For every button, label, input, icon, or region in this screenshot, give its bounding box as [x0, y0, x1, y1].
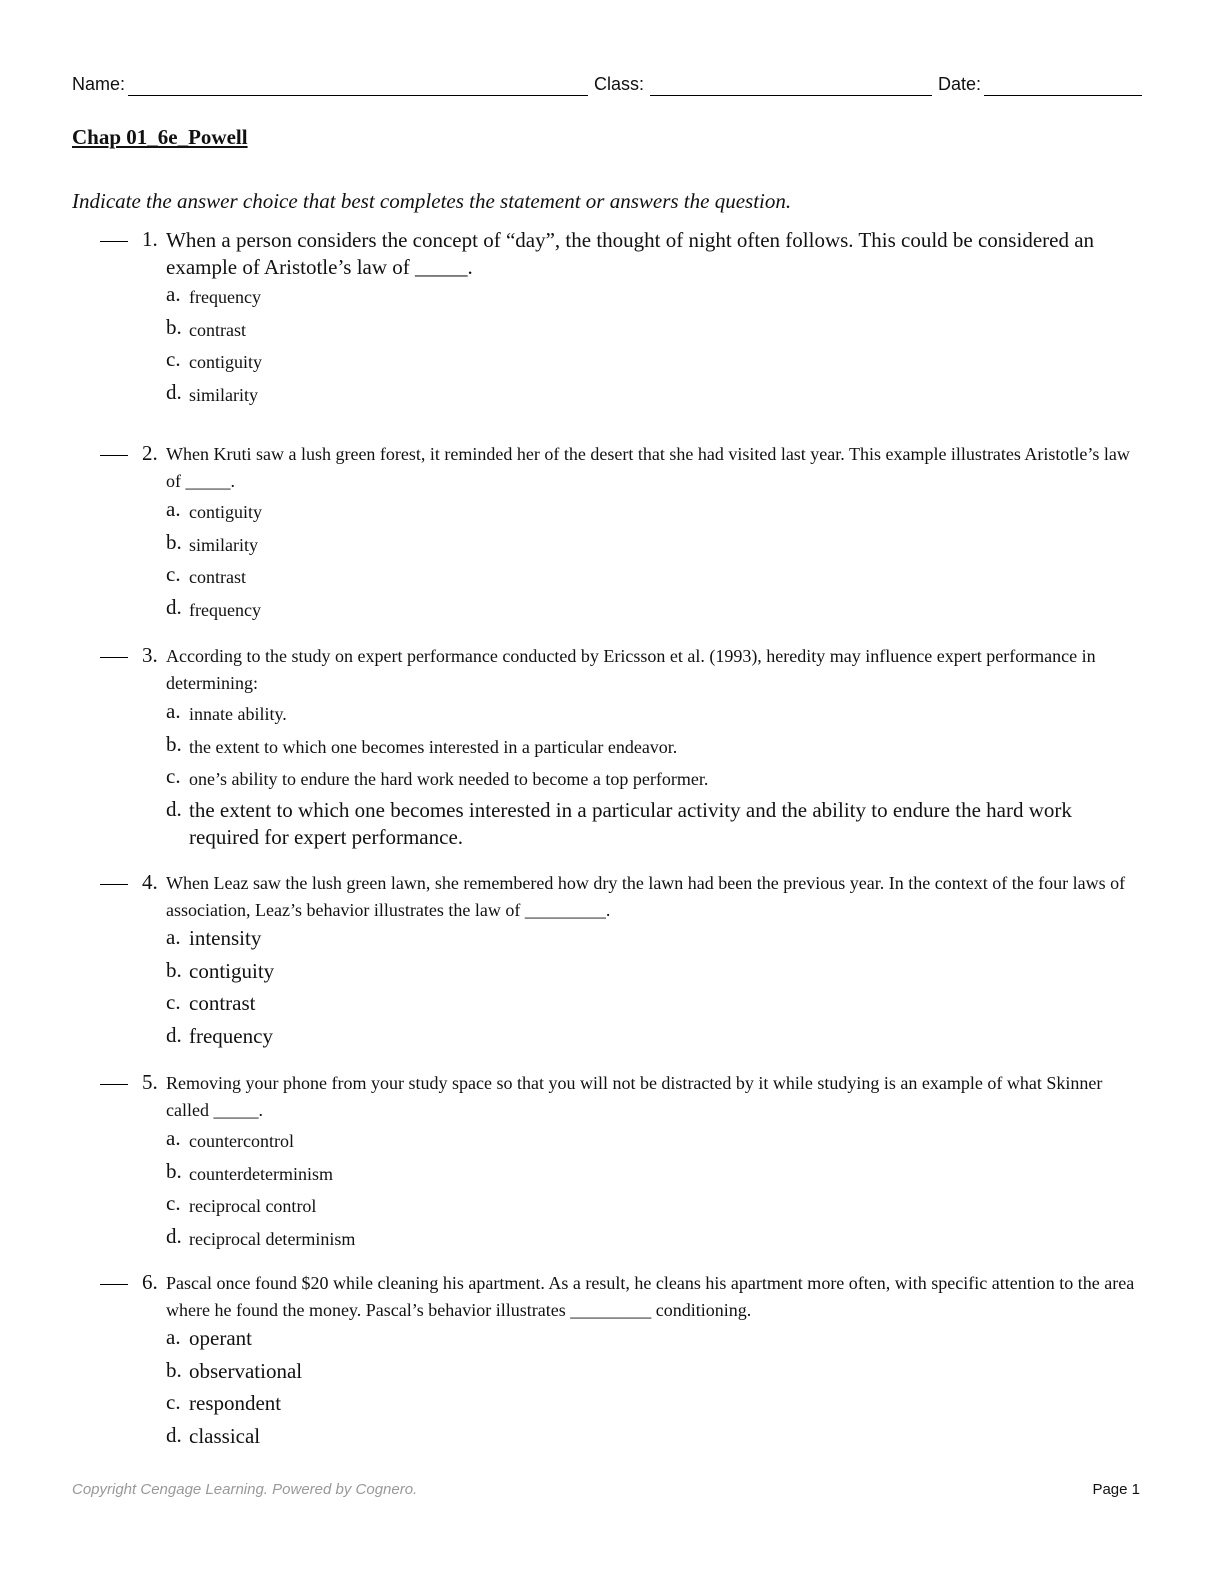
date-label: Date:: [938, 74, 982, 94]
option-letter: c.: [166, 347, 181, 372]
option-letter: c.: [166, 1390, 181, 1415]
name-field-line: [128, 95, 588, 96]
question-text: When Leaz saw the lush green lawn, she remembered how dry the lawn had been the previous year. In the context of the four laws of association, Leaz’s behavior illustrates the law of _________.: [166, 873, 1126, 920]
option-letter: d.: [166, 1423, 182, 1448]
instructions: Indicate the answer choice that best completes the statement or answers the question.: [72, 189, 792, 213]
chapter-title: Chap 01_6e_Powell: [72, 125, 248, 149]
answer-blank: [100, 657, 128, 658]
answer-blank: [100, 884, 128, 885]
option-text: contiguity: [189, 958, 275, 983]
option-text: intensity: [189, 926, 262, 950]
option-text: innate ability.: [189, 704, 287, 724]
question-number: 2.: [142, 441, 158, 465]
option-text: one’s ability to endure the hard work needed to become a top performer.: [189, 769, 709, 790]
option-text: classical: [189, 1424, 261, 1449]
date-field-line: [984, 95, 1142, 96]
option-letter: b.: [166, 529, 182, 554]
class-field-line: [650, 95, 932, 96]
option-letter: a.: [166, 1126, 181, 1150]
footer-copyright: Copyright Cengage Learning. Powered by Cognero.: [72, 1481, 418, 1498]
option-letter: b.: [166, 731, 182, 756]
option-letter: a.: [166, 699, 181, 723]
answer-blank: [100, 1084, 128, 1085]
option-text: contrast: [189, 991, 256, 1016]
option-text: the extent to which one becomes interested in a particular activity and the ability to endure the hard work required for expert performance.: [189, 798, 1072, 850]
option-text: countercontrol: [189, 1131, 294, 1151]
option-letter: b.: [166, 957, 182, 982]
question-text: According to the study on expert performance conducted by Ericsson et al. (1993), heredity may influence expert performance in determining:: [166, 646, 1096, 693]
option-letter: a.: [166, 925, 181, 949]
name-label: Name:: [72, 74, 126, 94]
option-letter: d.: [166, 1023, 182, 1048]
option-text: observational: [189, 1358, 303, 1383]
option-text: reciprocal determinism: [189, 1229, 356, 1250]
answer-blank: [100, 1284, 128, 1285]
option-text: similarity: [189, 385, 258, 406]
question-number: 3.: [142, 643, 158, 667]
question-number: 6.: [142, 1270, 158, 1294]
option-letter: d.: [166, 380, 182, 405]
question-text: When Kruti saw a lush green forest, it reminded her of the desert that she had visited last year. This example illustrates Aristotle’s law of _____.: [166, 444, 1130, 491]
question-number: 4.: [142, 870, 158, 894]
question-text: Removing your phone from your study space so that you will not be distracted by it while studying is an example of what Skinner called _____.: [166, 1073, 1103, 1120]
question-text: When a person considers the concept of “day”, the thought of night often follows. This could be considered an example of Aristotle’s law of _____.: [166, 228, 1095, 279]
option-letter: d.: [166, 595, 182, 620]
option-text: reciprocal control: [189, 1196, 317, 1217]
option-letter: c.: [166, 1191, 181, 1216]
answer-blank: [100, 241, 128, 242]
option-letter: d.: [166, 1224, 182, 1249]
option-text: frequency: [189, 287, 261, 307]
option-letter: a.: [166, 497, 181, 521]
option-letter: a.: [166, 282, 181, 306]
option-text: frequency: [189, 600, 261, 621]
answer-blank: [100, 455, 128, 456]
option-text: frequency: [189, 1024, 273, 1049]
page-number: Page 1: [1092, 1481, 1140, 1498]
option-letter: b.: [166, 1357, 182, 1382]
option-text: counterdeterminism: [189, 1163, 333, 1184]
question-number: 1.: [142, 227, 158, 251]
option-text: contiguity: [189, 502, 262, 522]
option-text: contiguity: [189, 352, 262, 373]
option-letter: c.: [166, 562, 181, 587]
option-text: the extent to which one becomes interested in a particular endeavor.: [189, 736, 678, 757]
option-letter: c.: [166, 764, 181, 789]
class-label: Class:: [594, 74, 645, 94]
student-info-header: [72, 72, 1142, 100]
option-letter: a.: [166, 1325, 181, 1349]
option-letter: c.: [166, 990, 181, 1015]
question-text: Pascal once found $20 while cleaning his apartment. As a result, he cleans his apartment more often, with specific attention to the area where he found the money. Pascal’s behavior illustrates _________ conditioning.: [166, 1273, 1135, 1320]
option-text: respondent: [189, 1391, 282, 1416]
option-letter: d.: [166, 797, 182, 822]
option-text: similarity: [189, 534, 258, 555]
option-text: operant: [189, 1326, 252, 1350]
question-number: 5.: [142, 1070, 158, 1094]
option-text: contrast: [189, 319, 246, 340]
option-text: contrast: [189, 567, 246, 588]
option-letter: b.: [166, 314, 182, 339]
option-letter: b.: [166, 1158, 182, 1183]
